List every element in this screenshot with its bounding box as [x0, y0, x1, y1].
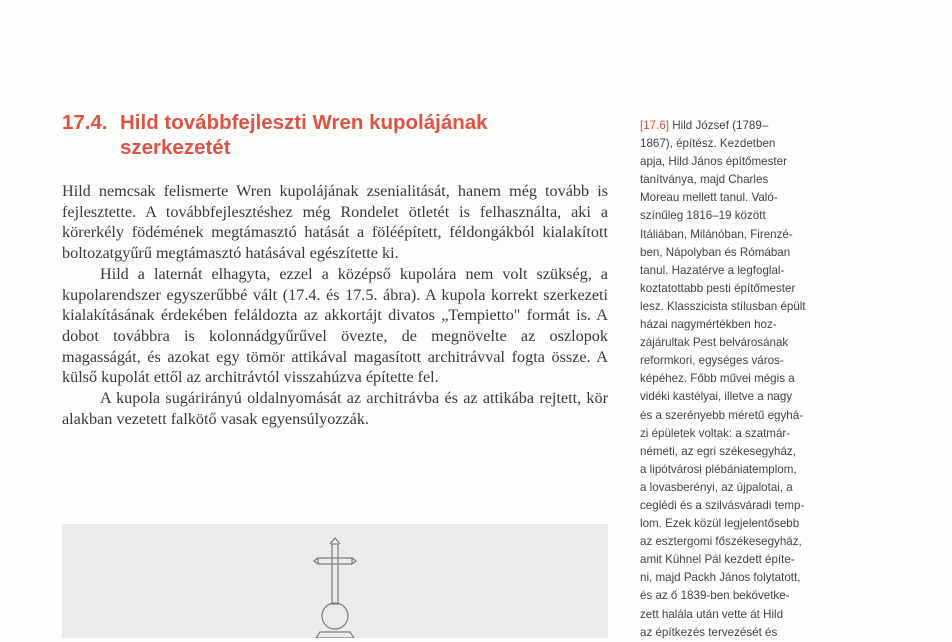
- sidenote-line: 1867), építész. Kezdetben: [640, 137, 776, 151]
- cross-arm: [318, 558, 352, 564]
- body-text: [62, 181, 608, 429]
- sidenote-line: lesz. Klasszicista stílusban épült: [640, 299, 806, 313]
- sidenote-line: a lovasberényi, az újpalotai, a: [640, 480, 793, 494]
- sidenote-line: vidéki kastélyai, illetve a nagy: [640, 390, 793, 404]
- orb-base: [316, 632, 354, 638]
- cross-tip: [330, 538, 340, 544]
- cross-arm-right-end: [352, 558, 356, 564]
- paragraph-1: Hild nemcsak felismerte Wren kupolájának zsenialitását, hanem még tovább is fejlesztette. A továbbfejlesztéshez még Rondelet ötletét is felhasználta, aki a körerkély födémének megtámasztó hatását a föléépített, féldongákból kialakított boltozatgyűrű megtámasztó hatásával egészítette ki.: [62, 182, 608, 263]
- sidenote-line: amit Kühnel Pál kezdett építe-: [640, 553, 795, 567]
- paragraph-2: Hild a laternát elhagyta, ezzel a középső kupolára nem volt szükség, a kupolarendszer egyszerűbbé vált (17.4. és 17.5. ábra). A kupola korrekt szerkezeti kialakításának érdekében feláldozta az akkortájt divatos „Tempietto" formát is. A dobot továbbra is kolonnádgyűrűvel övezte, de megnövelte az oszlopok magasságát, és azokat egy tömör attikával magasított architrávval fogta össze. A külső kupolát ettől az architrávtól visszahúzva építette fel.: [62, 264, 608, 387]
- sidenote: [640, 117, 848, 642]
- sidenote-line: apja, Hild János építőmester: [640, 155, 787, 169]
- sidenote-line: [17.6] Hild József (1789–: [640, 119, 769, 132]
- sidenote-line: ben, Nápolyban és Rómában: [640, 245, 791, 259]
- sidenote-line: és a szerényebb méretű egyhá-: [640, 408, 804, 422]
- sidenote-line: ni, majd Packh János folytatott,: [640, 571, 801, 585]
- section-title-line-1: Hild továbbfejleszti Wren kupolájának: [120, 111, 488, 134]
- dome-cross-drawing: [62, 524, 608, 638]
- sidenote-line: színűleg 1816–19 között: [640, 209, 766, 223]
- sidenote-line: zájárultak Pest belvárosának: [640, 336, 789, 350]
- sidenote-line: képéhez. Főbb művei mégis a: [640, 372, 795, 386]
- sidenote-line: és az ő 1839-ben bekövetke-: [640, 589, 790, 603]
- sidenote-line: a lipótvárosi plébániatemplom,: [640, 462, 797, 476]
- sidenote-line: koztatottabb pesti építőmester: [640, 281, 796, 295]
- cross-arm-left-end: [314, 558, 318, 564]
- sidenote-line: Itáliában, Milánóban, Firenzé-: [640, 227, 793, 241]
- sidenote-line: zi épületek voltak: a szatmár-: [640, 426, 791, 440]
- sidenote-line: Moreau mellett tanul. Való-: [640, 191, 778, 205]
- orb: [322, 603, 348, 629]
- sidenote-line: az építkezés tervezését és: [640, 625, 778, 639]
- sidenote-line: zett halála után vette át Hild: [640, 607, 784, 621]
- cross-shaft: [332, 544, 338, 604]
- paragraph-3: A kupola sugárirányú oldalnyomását az architrávba és az attikába rejtett, kör alakban vezetett falkötő vasak egyensúlyozzák.: [62, 389, 608, 428]
- sidenote-line: tanítványa, majd Charles: [640, 173, 769, 187]
- section-heading: [62, 110, 602, 160]
- sidenote-line: házai nagymértékben hoz-: [640, 318, 777, 332]
- sidenote-line: tanul. Hazatérve a legfoglal-: [640, 263, 785, 277]
- sidenote-line: az esztergomi főszékesegyház,: [640, 535, 802, 549]
- sidenote-line: németi, az egri székesegyház,: [640, 444, 796, 458]
- section-number: 17.4.: [62, 111, 108, 134]
- section-title-line-2: szerkezetét: [120, 136, 231, 159]
- figure-dome-drawing: [62, 524, 608, 638]
- sidenote-line: lom. Ezek közül legjelentősebb: [640, 517, 800, 531]
- sidenote-ref: [17.6]: [640, 119, 670, 132]
- sidenote-line: ceglédi és a szilvásváradi temp-: [640, 498, 805, 512]
- sidenote-line: reformkori, egységes város-: [640, 354, 784, 368]
